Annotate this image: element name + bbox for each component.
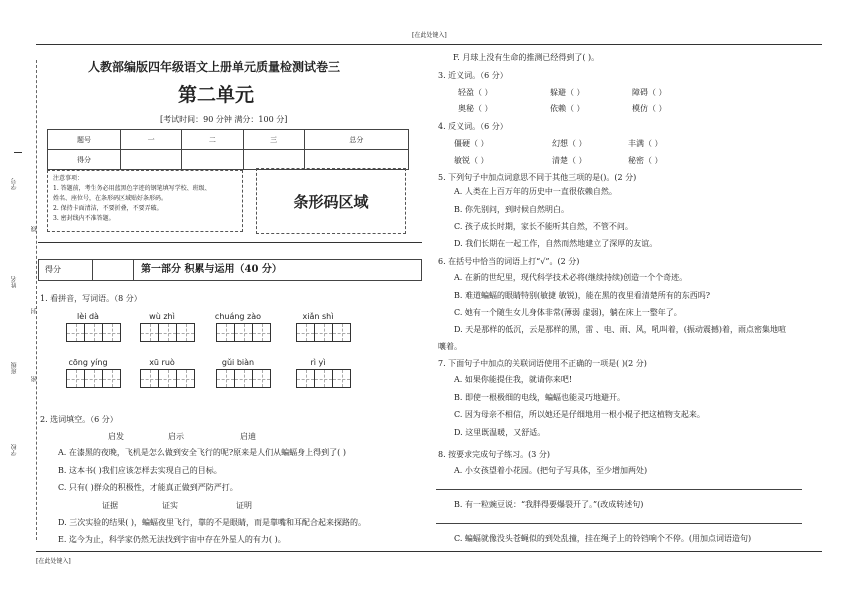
q2-item-c: C. 只有( )群众的积极性，才能真正做到严防严打。 [58,483,238,492]
side-label-name: 姓名 [11,276,18,288]
q2-word-option: 启迪 [240,432,256,441]
barcode-area: 条形码区域 [256,168,406,234]
q4-word: 僵硬（ ） [454,139,489,148]
q5-option: D. 我们长期在一起工作，自然而然地建立了深厚的友谊。 [454,239,658,248]
pinyin-label: xū ruò [149,358,175,367]
pinyin-label: cōng yíng [68,358,108,367]
q3-word: 奥秘（ ） [458,104,493,113]
q5-option: C. 孩子成长时期，家长不能听其自然，不管不问。 [454,222,633,231]
q7-option: D. 这里既温暖，又舒适。 [454,428,546,437]
q6-title: 6. 在括号中恰当的词语上打“√”。(2 分) [438,257,580,266]
side-blank-line [14,152,22,153]
pinyin-label: rì yì [310,358,326,367]
seal-line [36,60,37,540]
exam-title: 人教部编版四年级语文上册单元质量检测试卷三 [88,60,341,74]
char-boxes[interactable] [296,323,350,342]
score-table-cell: 一 [121,130,182,150]
q4-word: 敏锐（ ） [454,156,489,165]
score-input-cell[interactable] [121,150,182,170]
q5-title: 5. 下列句子中加点词意思不同于其他三项的是()。(2 分) [438,173,637,182]
notice-item: 1. 答题前，考生务必用蓝黑色字迹的钢笔填写学校、班级、 [53,185,211,192]
q4-word: 秘密（ ） [628,156,663,165]
q7-option: B. 即使一根极细的电线，蝙蝠也能灵巧地避开。 [454,393,625,402]
score-table-cell: 总分 [304,130,408,150]
notice-item: 姓名、座位号，在条形码区域贴好条形码。 [53,195,168,202]
char-boxes[interactable] [66,323,120,342]
q3-word: 模仿（ ） [632,104,667,113]
q3-title: 3. 近义词。（6 分） [438,71,508,80]
q8-item-c: C. 蝙蝠就像没头苍蝇似的到处乱撞，挂在绳子上的铃铛响个不停。(用加点词语造句) [454,534,752,543]
notice-item: 2. 保持卡面清洁，不要折叠，不要弄破。 [53,205,163,212]
q3-word: 依赖（ ） [550,104,585,113]
score-table-cell: 二 [182,130,243,150]
q2-word-option: 证实 [162,501,178,510]
q2-word-option: 启发 [108,432,124,441]
q2-item-b: B. 这本书( )我们应该怎样去实现自己的目标。 [58,466,222,475]
char-boxes[interactable] [140,323,194,342]
answer-line[interactable] [436,523,802,524]
char-boxes[interactable] [140,369,194,388]
q8-item-a: A. 小女孩望着小花园。(把句子写具体，至少增加两处) [454,466,648,475]
q8-title: 8. 按要求完成句子练习。(3 分) [438,450,551,459]
header-note: [在此处键入] [412,32,447,39]
notice-box [47,170,243,232]
score-table-score-row [48,150,409,170]
q6-option: D. 天是那样的低沉，云是那样的黑，雷 、电、雨、风，吼叫着，(振动震撼)着，雨点密集地喧 [454,325,786,334]
notice-title: 注意事项： [53,175,84,182]
q3-word: 轻盈（ ） [458,88,493,97]
char-boxes[interactable] [66,369,120,388]
seal-mark-line: 线 [31,226,38,232]
side-label-class: 班级 [11,362,18,374]
q4-word: 丰满（ ） [628,139,663,148]
q7-title: 7. 下面句子中加点的关联词语使用不正确的一项是( )(2 分) [438,359,647,368]
exam-info: [考试时间：90 分钟 满分：100 分] [160,115,288,124]
pinyin-label: wù zhì [149,312,175,321]
char-boxes[interactable] [216,369,270,388]
q5-option: A. 人类在上百万年的历史中一直很依赖自然。 [454,187,617,196]
score-table-cell: 三 [243,130,304,150]
footer-rule [36,551,822,552]
header-rule [36,44,822,45]
q2-item-d: D. 三次实验的结果( )，蝙蝠夜里飞行，靠的不是眼睛，而是靠嘴和耳配合起来探路的。 [58,518,366,527]
q6-option: A. 在新的世纪里，现代科学技术必将(继续持续)创造一个个奇迹。 [454,273,688,282]
q7-option: A. 如果你能提住我，就请你来吧! [454,375,573,384]
score-input-cell[interactable] [304,150,408,170]
q2-item-e: E. 迄今为止，科学家仍然无法找到宇宙中存在外星人的有力( )。 [58,535,286,544]
q3-word: 躲避（ ） [550,88,585,97]
q6-option-continued: 嚷着。 [438,342,462,351]
score-input-cell[interactable] [243,150,304,170]
pinyin-label: gǔi biàn [221,358,255,367]
q4-word: 清楚（ ） [552,156,587,165]
pinyin-label: xiǎn shì [302,312,334,321]
part1-score-input[interactable] [93,260,134,280]
notice-item: 3. 密封线内不准答题。 [53,215,115,222]
score-table-row-label: 得分 [48,150,121,170]
part1-score-label: 得分 [39,260,93,280]
pinyin-label: chuáng zào [214,312,262,321]
q2-word-option: 证据 [102,501,118,510]
answer-line[interactable] [436,489,802,490]
score-table [47,129,409,170]
q8-item-b: B. 有一粒豌豆说：“我胖得要爆裂开了。”(改成转述句) [454,500,644,509]
section-rule [38,242,422,243]
char-boxes[interactable] [296,369,350,388]
score-table-header-row [48,130,409,150]
seal-mark-seal: 封 [31,308,38,314]
q5-option: B. 你先别问，到时候自然明白。 [454,205,569,214]
q3-word: 障碍（ ） [632,88,667,97]
score-input-cell[interactable] [182,150,243,170]
q6-option: B. 难道蝙蝠的眼睛特别(敏捷 敏锐)，能在黑的夜里看清楚所有的东西吗? [454,291,711,300]
q2-item-a: A. 在漆黑的夜晚，飞机是怎么做到安全飞行的呢?原来是人们从蝙蝠身上得到了( ) [58,448,346,457]
part1-title: 第一部分 积累与运用（40 分） [141,264,282,275]
score-table-cell: 题号 [48,130,121,150]
q4-word: 幻想（ ） [552,139,587,148]
char-boxes[interactable] [216,323,270,342]
q4-title: 4. 反义词。（6 分） [438,122,508,131]
q7-option: C. 因为母亲不相信，所以她还是仔细地用一根小棍子把这植物支起来。 [454,410,705,419]
footer-note: [在此处键入] [36,558,71,565]
part1-header [38,259,422,281]
unit-title: 第二单元 [178,84,255,106]
q1-title: 1. 看拼音，写词语。（8 分） [40,294,142,303]
q2-title: 2. 选词填空。（6 分） [40,415,118,424]
side-label-school: 学校 [11,444,18,456]
seal-mark-secret: 密 [31,376,38,382]
q2-word-option: 证明 [236,501,252,510]
q2-item-f: F. 月球上没有生命的推测已经得到了( )。 [453,53,600,62]
side-label-student-id: 学号 [11,178,18,190]
q2-word-option: 启示 [168,432,184,441]
pinyin-label: lèi dà [77,312,99,321]
q6-option: C. 她有一个随生女儿身体非常(薄弱 虚弱)，躺在床上一整年了。 [454,308,682,317]
